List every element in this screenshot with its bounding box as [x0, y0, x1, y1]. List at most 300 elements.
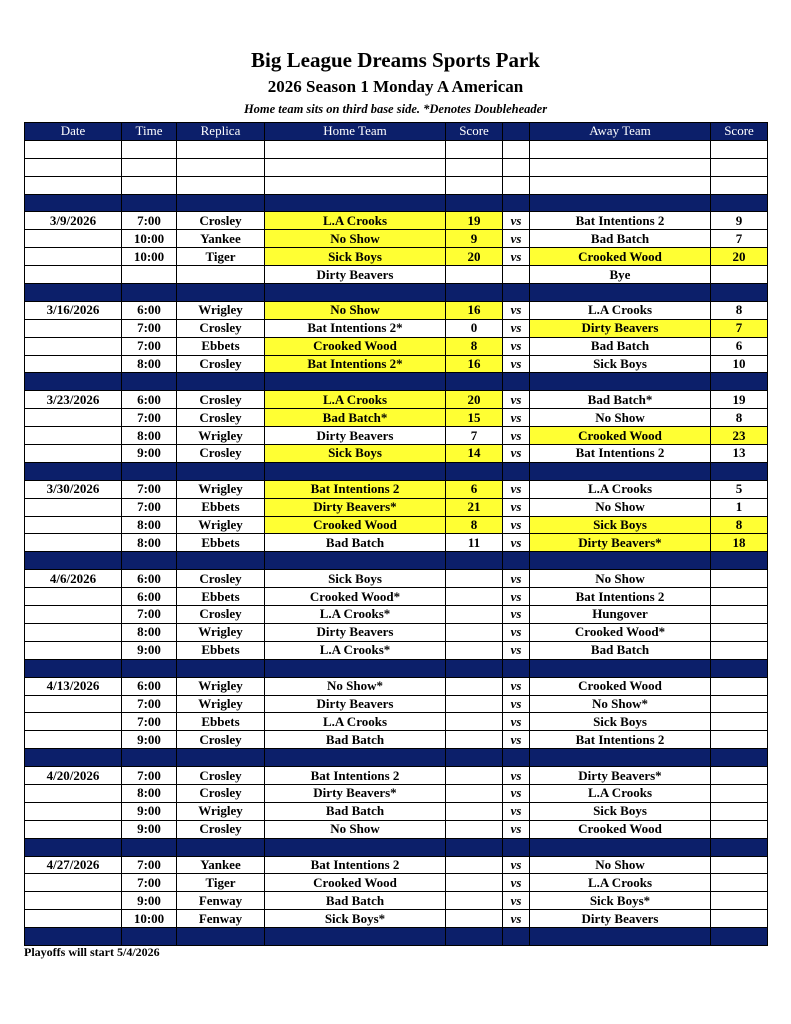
away-score-cell: 10: [711, 355, 768, 373]
time-cell: 7:00: [122, 695, 177, 713]
vs-cell: vs: [503, 498, 530, 516]
table-row: [25, 623, 768, 641]
home-team-cell: Dirty Beavers: [265, 695, 446, 713]
away-score-cell: [711, 588, 768, 606]
empty-cell: [265, 158, 446, 176]
away-team-cell: Dirty Beavers*: [530, 534, 711, 552]
away-team-cell: No Show: [530, 498, 711, 516]
blank-row: [25, 176, 768, 194]
away-team-cell: Crooked Wood*: [530, 623, 711, 641]
date-cell: [25, 534, 122, 552]
away-team-cell: Crooked Wood: [530, 677, 711, 695]
home-team-cell: Dirty Beavers: [265, 266, 446, 284]
home-team-cell: Sick Boys: [265, 445, 446, 463]
home-score-cell: 8: [446, 337, 503, 355]
away-score-cell: [711, 266, 768, 284]
home-team-cell: Dirty Beavers: [265, 623, 446, 641]
home-score-cell: 16: [446, 301, 503, 319]
empty-cell: [177, 140, 265, 158]
home-team-cell: L.A Crooks: [265, 713, 446, 731]
away-team-cell: No Show*: [530, 695, 711, 713]
vs-cell: vs: [503, 802, 530, 820]
replica-cell: Crosley: [177, 319, 265, 337]
empty-cell: [122, 140, 177, 158]
home-score-cell: [446, 820, 503, 838]
col-header-home-score: Score: [446, 123, 503, 141]
time-cell: 9:00: [122, 445, 177, 463]
page-title: Big League Dreams Sports Park: [251, 48, 540, 72]
date-cell: 4/27/2026: [25, 856, 122, 874]
replica-cell: Fenway: [177, 892, 265, 910]
date-cell: [25, 409, 122, 427]
time-cell: 6:00: [122, 301, 177, 319]
week-separator-row: [25, 284, 768, 302]
table-row: [25, 677, 768, 695]
time-cell: 6:00: [122, 391, 177, 409]
away-team-cell: Sick Boys: [530, 713, 711, 731]
empty-cell: [503, 176, 530, 194]
vs-cell: vs: [503, 784, 530, 802]
date-cell: [25, 802, 122, 820]
home-team-cell: Bad Batch: [265, 534, 446, 552]
separator-cell: [25, 838, 122, 856]
separator-cell: [25, 373, 122, 391]
away-score-cell: 7: [711, 319, 768, 337]
home-score-cell: [446, 856, 503, 874]
separator-cell: [265, 659, 446, 677]
time-cell: 9:00: [122, 820, 177, 838]
home-team-cell: Bad Batch: [265, 892, 446, 910]
time-cell: 7:00: [122, 480, 177, 498]
vs-cell: vs: [503, 892, 530, 910]
separator-cell: [122, 659, 177, 677]
table-row: [25, 570, 768, 588]
home-score-cell: [446, 677, 503, 695]
time-cell: 10:00: [122, 230, 177, 248]
separator-cell: [446, 659, 503, 677]
vs-cell: vs: [503, 623, 530, 641]
away-team-cell: Dirty Beavers: [530, 319, 711, 337]
empty-cell: [265, 176, 446, 194]
separator-cell: [711, 749, 768, 767]
separator-cell: [25, 659, 122, 677]
away-team-cell: Crooked Wood: [530, 427, 711, 445]
replica-cell: Ebbets: [177, 641, 265, 659]
away-team-cell: Dirty Beavers: [530, 910, 711, 928]
separator-cell: [177, 838, 265, 856]
vs-cell: vs: [503, 409, 530, 427]
time-cell: 8:00: [122, 427, 177, 445]
away-score-cell: 8: [711, 301, 768, 319]
separator-cell: [265, 552, 446, 570]
table-row: [25, 641, 768, 659]
replica-cell: Tiger: [177, 248, 265, 266]
date-cell: 3/23/2026: [25, 391, 122, 409]
away-team-cell: Dirty Beavers*: [530, 767, 711, 785]
home-team-cell: Crooked Wood*: [265, 588, 446, 606]
vs-cell: vs: [503, 731, 530, 749]
col-header-time: Time: [122, 123, 177, 141]
away-score-cell: 18: [711, 534, 768, 552]
vs-cell: vs: [503, 677, 530, 695]
home-score-cell: [446, 802, 503, 820]
date-cell: [25, 820, 122, 838]
vs-cell: vs: [503, 212, 530, 230]
time-cell: 6:00: [122, 677, 177, 695]
time-cell: [122, 266, 177, 284]
away-score-cell: 5: [711, 480, 768, 498]
table-row: [25, 445, 768, 463]
home-score-cell: [446, 910, 503, 928]
away-team-cell: Sick Boys*: [530, 892, 711, 910]
vs-cell: vs: [503, 319, 530, 337]
replica-cell: Fenway: [177, 910, 265, 928]
table-row: [25, 784, 768, 802]
replica-cell: Crosley: [177, 784, 265, 802]
home-score-cell: 6: [446, 480, 503, 498]
table-row: [25, 337, 768, 355]
table-row: [25, 480, 768, 498]
time-cell: 7:00: [122, 606, 177, 624]
replica-cell: Ebbets: [177, 534, 265, 552]
separator-cell: [177, 552, 265, 570]
table-row: [25, 713, 768, 731]
vs-cell: vs: [503, 588, 530, 606]
table-row: [25, 892, 768, 910]
separator-cell: [25, 749, 122, 767]
vs-cell: vs: [503, 230, 530, 248]
away-score-cell: [711, 713, 768, 731]
separator-cell: [711, 928, 768, 946]
date-cell: [25, 427, 122, 445]
date-cell: [25, 248, 122, 266]
vs-cell: vs: [503, 641, 530, 659]
home-score-cell: [446, 606, 503, 624]
table-row: [25, 874, 768, 892]
separator-cell: [530, 373, 711, 391]
date-cell: [25, 713, 122, 731]
replica-cell: [177, 266, 265, 284]
home-score-cell: [446, 695, 503, 713]
home-score-cell: 16: [446, 355, 503, 373]
away-score-cell: 8: [711, 516, 768, 534]
vs-cell: vs: [503, 427, 530, 445]
date-cell: 3/16/2026: [25, 301, 122, 319]
home-score-cell: [446, 874, 503, 892]
date-cell: [25, 355, 122, 373]
away-team-cell: Bad Batch: [530, 230, 711, 248]
separator-cell: [503, 462, 530, 480]
separator-cell: [503, 373, 530, 391]
date-cell: 4/13/2026: [25, 677, 122, 695]
separator-cell: [122, 462, 177, 480]
replica-cell: Ebbets: [177, 588, 265, 606]
time-cell: 7:00: [122, 409, 177, 427]
separator-cell: [503, 194, 530, 212]
empty-cell: [503, 158, 530, 176]
col-header-away-team: Away Team: [530, 123, 711, 141]
table-row: [25, 820, 768, 838]
home-score-cell: [446, 641, 503, 659]
away-score-cell: 9: [711, 212, 768, 230]
date-cell: [25, 588, 122, 606]
time-cell: 9:00: [122, 892, 177, 910]
away-team-cell: Sick Boys: [530, 802, 711, 820]
home-score-cell: [446, 713, 503, 731]
home-team-cell: L.A Crooks*: [265, 641, 446, 659]
replica-cell: Yankee: [177, 856, 265, 874]
separator-cell: [711, 552, 768, 570]
away-score-cell: [711, 820, 768, 838]
replica-cell: Crosley: [177, 212, 265, 230]
replica-cell: Tiger: [177, 874, 265, 892]
home-team-cell: Dirty Beavers*: [265, 498, 446, 516]
vs-cell: vs: [503, 445, 530, 463]
away-score-cell: 23: [711, 427, 768, 445]
time-cell: 7:00: [122, 337, 177, 355]
away-team-cell: Bat Intentions 2: [530, 445, 711, 463]
table-row: [25, 534, 768, 552]
time-cell: 9:00: [122, 641, 177, 659]
table-row: [25, 409, 768, 427]
home-score-cell: [446, 784, 503, 802]
separator-cell: [711, 284, 768, 302]
vs-cell: vs: [503, 301, 530, 319]
separator-cell: [122, 749, 177, 767]
vs-cell: vs: [503, 767, 530, 785]
home-team-cell: Bat Intentions 2*: [265, 319, 446, 337]
page-subtitle: 2026 Season 1 Monday A American: [267, 77, 524, 96]
table-row: [25, 319, 768, 337]
away-team-cell: L.A Crooks: [530, 301, 711, 319]
table-header-row: [25, 123, 768, 141]
separator-cell: [446, 928, 503, 946]
table-row: [25, 355, 768, 373]
away-score-cell: [711, 623, 768, 641]
separator-cell: [711, 838, 768, 856]
table-row: [25, 910, 768, 928]
away-score-cell: [711, 606, 768, 624]
empty-cell: [25, 140, 122, 158]
separator-cell: [711, 462, 768, 480]
replica-cell: Wrigley: [177, 516, 265, 534]
home-team-cell: Bad Batch: [265, 731, 446, 749]
replica-cell: Wrigley: [177, 677, 265, 695]
separator-cell: [530, 838, 711, 856]
separator-cell: [122, 194, 177, 212]
away-score-cell: [711, 677, 768, 695]
date-cell: [25, 910, 122, 928]
separator-cell: [446, 373, 503, 391]
separator-cell: [177, 194, 265, 212]
home-team-cell: Crooked Wood: [265, 874, 446, 892]
separator-cell: [530, 194, 711, 212]
away-score-cell: 8: [711, 409, 768, 427]
separator-cell: [122, 838, 177, 856]
replica-cell: Wrigley: [177, 427, 265, 445]
time-cell: 7:00: [122, 319, 177, 337]
away-score-cell: [711, 856, 768, 874]
home-score-cell: 20: [446, 391, 503, 409]
separator-cell: [177, 749, 265, 767]
away-team-cell: Sick Boys: [530, 516, 711, 534]
away-score-cell: 7: [711, 230, 768, 248]
col-header-replica: Replica: [177, 123, 265, 141]
away-score-cell: [711, 695, 768, 713]
separator-cell: [177, 928, 265, 946]
vs-cell: vs: [503, 570, 530, 588]
home-score-cell: 21: [446, 498, 503, 516]
vs-cell: vs: [503, 516, 530, 534]
date-cell: [25, 498, 122, 516]
replica-cell: Yankee: [177, 230, 265, 248]
away-team-cell: Bad Batch: [530, 337, 711, 355]
home-team-cell: No Show: [265, 301, 446, 319]
away-score-cell: 1: [711, 498, 768, 516]
home-score-cell: [446, 588, 503, 606]
home-team-cell: Crooked Wood: [265, 337, 446, 355]
home-team-cell: Bat Intentions 2*: [265, 355, 446, 373]
vs-cell: vs: [503, 355, 530, 373]
separator-cell: [25, 928, 122, 946]
time-cell: 8:00: [122, 534, 177, 552]
separator-cell: [25, 194, 122, 212]
vs-cell: [503, 266, 530, 284]
empty-cell: [503, 140, 530, 158]
replica-cell: Wrigley: [177, 802, 265, 820]
vs-cell: vs: [503, 337, 530, 355]
home-team-cell: Dirty Beavers: [265, 427, 446, 445]
away-score-cell: [711, 767, 768, 785]
separator-cell: [503, 838, 530, 856]
table-row: [25, 588, 768, 606]
home-score-cell: 7: [446, 427, 503, 445]
week-separator-row: [25, 928, 768, 946]
separator-cell: [446, 838, 503, 856]
away-team-cell: No Show: [530, 856, 711, 874]
date-cell: 4/20/2026: [25, 767, 122, 785]
away-team-cell: Bat Intentions 2: [530, 731, 711, 749]
table-row: [25, 731, 768, 749]
separator-cell: [530, 462, 711, 480]
separator-cell: [503, 552, 530, 570]
table-row: [25, 266, 768, 284]
separator-cell: [503, 749, 530, 767]
week-separator-row: [25, 194, 768, 212]
empty-cell: [122, 158, 177, 176]
separator-cell: [25, 284, 122, 302]
away-team-cell: Sick Boys: [530, 355, 711, 373]
away-team-cell: L.A Crooks: [530, 874, 711, 892]
col-header-away-score: Score: [711, 123, 768, 141]
table-row: [25, 301, 768, 319]
home-team-cell: L.A Crooks*: [265, 606, 446, 624]
home-team-cell: Crooked Wood: [265, 516, 446, 534]
home-team-cell: Bat Intentions 2: [265, 767, 446, 785]
replica-cell: Ebbets: [177, 498, 265, 516]
separator-cell: [503, 928, 530, 946]
home-team-cell: Bat Intentions 2: [265, 856, 446, 874]
separator-cell: [711, 659, 768, 677]
replica-cell: Crosley: [177, 731, 265, 749]
replica-cell: Wrigley: [177, 695, 265, 713]
home-score-cell: [446, 731, 503, 749]
date-cell: [25, 784, 122, 802]
separator-cell: [503, 284, 530, 302]
date-cell: [25, 266, 122, 284]
week-separator-row: [25, 838, 768, 856]
home-score-cell: 0: [446, 319, 503, 337]
empty-cell: [177, 158, 265, 176]
empty-cell: [122, 176, 177, 194]
separator-cell: [446, 284, 503, 302]
vs-cell: vs: [503, 480, 530, 498]
week-separator-row: [25, 749, 768, 767]
time-cell: 6:00: [122, 570, 177, 588]
week-separator-row: [25, 552, 768, 570]
replica-cell: Wrigley: [177, 480, 265, 498]
separator-cell: [265, 284, 446, 302]
time-cell: 7:00: [122, 713, 177, 731]
separator-cell: [446, 552, 503, 570]
separator-cell: [177, 284, 265, 302]
table-row: [25, 230, 768, 248]
time-cell: 10:00: [122, 248, 177, 266]
away-score-cell: 20: [711, 248, 768, 266]
empty-cell: [25, 158, 122, 176]
date-cell: [25, 230, 122, 248]
table-row: [25, 606, 768, 624]
empty-cell: [446, 140, 503, 158]
replica-cell: Crosley: [177, 820, 265, 838]
time-cell: 8:00: [122, 516, 177, 534]
home-score-cell: [446, 570, 503, 588]
vs-cell: vs: [503, 695, 530, 713]
home-team-cell: No Show: [265, 230, 446, 248]
away-team-cell: L.A Crooks: [530, 480, 711, 498]
vs-cell: vs: [503, 856, 530, 874]
away-score-cell: [711, 910, 768, 928]
away-team-cell: Hungover: [530, 606, 711, 624]
table-row: [25, 427, 768, 445]
table-row: [25, 767, 768, 785]
time-cell: 8:00: [122, 623, 177, 641]
vs-cell: vs: [503, 713, 530, 731]
separator-cell: [265, 838, 446, 856]
time-cell: 7:00: [122, 856, 177, 874]
separator-cell: [122, 284, 177, 302]
empty-cell: [25, 176, 122, 194]
home-score-cell: [446, 767, 503, 785]
table-row: [25, 802, 768, 820]
date-cell: [25, 874, 122, 892]
time-cell: 6:00: [122, 588, 177, 606]
separator-cell: [446, 462, 503, 480]
separator-cell: [530, 659, 711, 677]
table-row: [25, 212, 768, 230]
schedule-table: [24, 122, 768, 946]
separator-cell: [25, 552, 122, 570]
date-cell: [25, 606, 122, 624]
separator-cell: [711, 373, 768, 391]
empty-cell: [446, 176, 503, 194]
time-cell: 8:00: [122, 784, 177, 802]
playoffs-note: Playoffs will start 5/4/2026: [24, 945, 160, 959]
away-team-cell: Bad Batch*: [530, 391, 711, 409]
separator-cell: [177, 373, 265, 391]
away-score-cell: [711, 874, 768, 892]
date-cell: 3/30/2026: [25, 480, 122, 498]
